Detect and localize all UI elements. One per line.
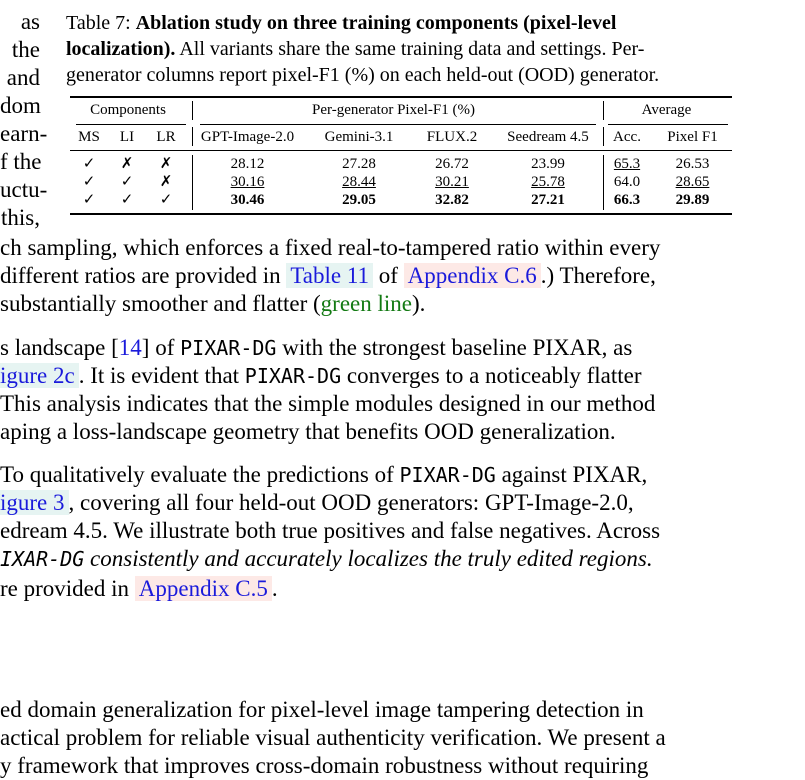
body-line: ed domain generalization for pixel-level image tampering detection in [0,697,644,722]
margin-fragment: earn- [0,121,48,146]
appendix-c6-link[interactable]: Appendix C.6 [404,263,541,288]
value-cell: 64.0 [613,174,641,190]
method-name: PIXAR-DG [244,364,342,388]
body-line [0,545,653,573]
value-cell: 27.21 [531,192,565,208]
value-cell: 65.3 [613,156,641,172]
method-name: IXAR-DG [0,547,85,571]
value-cell: 30.16 [230,174,265,190]
table-row [70,155,732,173]
margin-fragment: f the [0,149,42,174]
margin-fragment: dom [0,93,41,118]
table-bottom-rule [70,213,732,215]
body-text: ). [411,291,426,316]
body-text: .) Therefore, [540,263,656,288]
caption-title: Ablation study on three training components (pixel-level [135,12,617,34]
value-cell: 29.05 [342,192,376,208]
value-cell: 27.28 [342,156,376,172]
table-caption-line3 [66,62,736,88]
body-text: , covering all four held-out OOD generators: GPT-Image-2.0, [68,490,634,515]
value-cell: 26.53 [675,156,710,172]
body-line: y framework that improves cross-domain robustness without requiring [0,753,649,778]
body-text: of [378,263,398,288]
body-text: . It is evident that [78,363,240,388]
body-line: This analysis indicates that the simple modules designed in our method [0,391,656,416]
column-header: LI [119,128,135,145]
value-cell: 28.65 [675,174,710,190]
ablation-table [70,96,732,209]
body-text: ] of [141,335,175,360]
table-row [70,191,732,209]
check-cell: ✓ [159,192,173,208]
check-cell: ✓ [82,174,96,190]
green-line-ref: green line [320,291,412,316]
method-name: PIXAR-DG [399,463,496,487]
margin-fragment: the [11,37,40,62]
body-line [0,489,634,517]
group-header: Average [641,101,692,118]
group-header: Components [90,101,166,118]
table-caption-line2 [66,36,736,62]
column-header: FLUX.2 [426,128,478,145]
figure-2c-link[interactable]: igure 2c [0,363,79,388]
method-name: PIXAR-DG [180,336,277,360]
body-text: consistently and accurately localizes the truly edited regions. [90,546,653,571]
table-row [70,173,732,191]
group-header-row [70,96,732,123]
body-line [0,461,647,489]
check-cell: ✓ [82,192,96,208]
body-text: different ratios are provided in [0,263,281,288]
body-line [0,290,425,318]
citation-14-link[interactable]: 14 [118,335,142,360]
check-cell: ✗ [120,156,134,172]
body-text: against PIXAR, [501,462,648,487]
body-line: aping a loss-landscape geometry that benefits OOD generalization. [0,419,616,444]
column-header-row [70,123,732,150]
body-text: substantially smoother and flatter ( [0,291,321,316]
column-header: Acc. [613,128,641,145]
body-line [0,334,632,362]
margin-fragment: as [20,9,40,34]
body-line: actical problem for reliable visual authenticity verification. We present a [0,725,666,750]
body-line [0,262,656,290]
value-cell: 32.82 [435,192,469,208]
body-text: s landscape [ [0,335,119,360]
body-text: with the strongest baseline PIXAR, as [282,335,633,360]
value-cell: 30.46 [230,192,265,208]
column-header: LR [156,128,176,145]
body-line [0,362,642,390]
caption-label: Table 7: [66,12,131,34]
column-header: GPT-Image-2.0 [200,128,295,145]
value-cell: 29.89 [675,192,710,208]
table-11-link[interactable]: Table 11 [286,263,373,288]
value-cell: 28.12 [230,156,265,172]
check-cell: ✗ [159,174,173,190]
value-cell: 28.44 [342,174,376,190]
margin-fragment: this, [1,205,40,230]
body-line [0,575,278,603]
figure-3-link[interactable]: igure 3 [0,490,69,515]
check-cell: ✗ [159,156,173,172]
body-line: ch sampling, which enforces a fixed real-to-tampered ratio within every [0,235,661,260]
body-text: converges to a noticeably flatter [346,363,642,388]
body-text: re provided in [0,576,130,601]
margin-fragment: and [6,65,40,90]
caption-text: All variants share the same training data and settings. Per- [179,38,645,60]
column-header: Seedream 4.5 [507,128,589,145]
value-cell: 23.99 [531,156,565,172]
value-cell: 25.78 [531,174,565,190]
margin-fragment: uctu- [0,177,48,202]
value-cell: 66.3 [613,192,641,208]
body-line: edream 4.5. We illustrate both true positives and false negatives. Across [0,518,661,543]
body-text: . [271,576,278,601]
check-cell: ✓ [120,174,134,190]
column-header: MS [78,128,100,145]
table-caption [66,10,736,36]
check-cell: ✓ [82,156,96,172]
group-header: Per-generator Pixel-F1 (%) [312,101,475,118]
value-cell: 30.21 [435,174,469,190]
caption-text: generator columns report pixel-F1 (%) on each held-out (OOD) generator. [66,64,660,86]
appendix-c5-link[interactable]: Appendix C.5 [135,576,272,601]
value-cell: 26.72 [435,156,469,172]
body-text: To qualitatively evaluate the predictions of [0,462,394,487]
column-header: Pixel F1 [667,128,718,145]
caption-title-2: localization). [66,38,176,60]
check-cell: ✓ [120,192,134,208]
column-header: Gemini-3.1 [324,128,394,145]
